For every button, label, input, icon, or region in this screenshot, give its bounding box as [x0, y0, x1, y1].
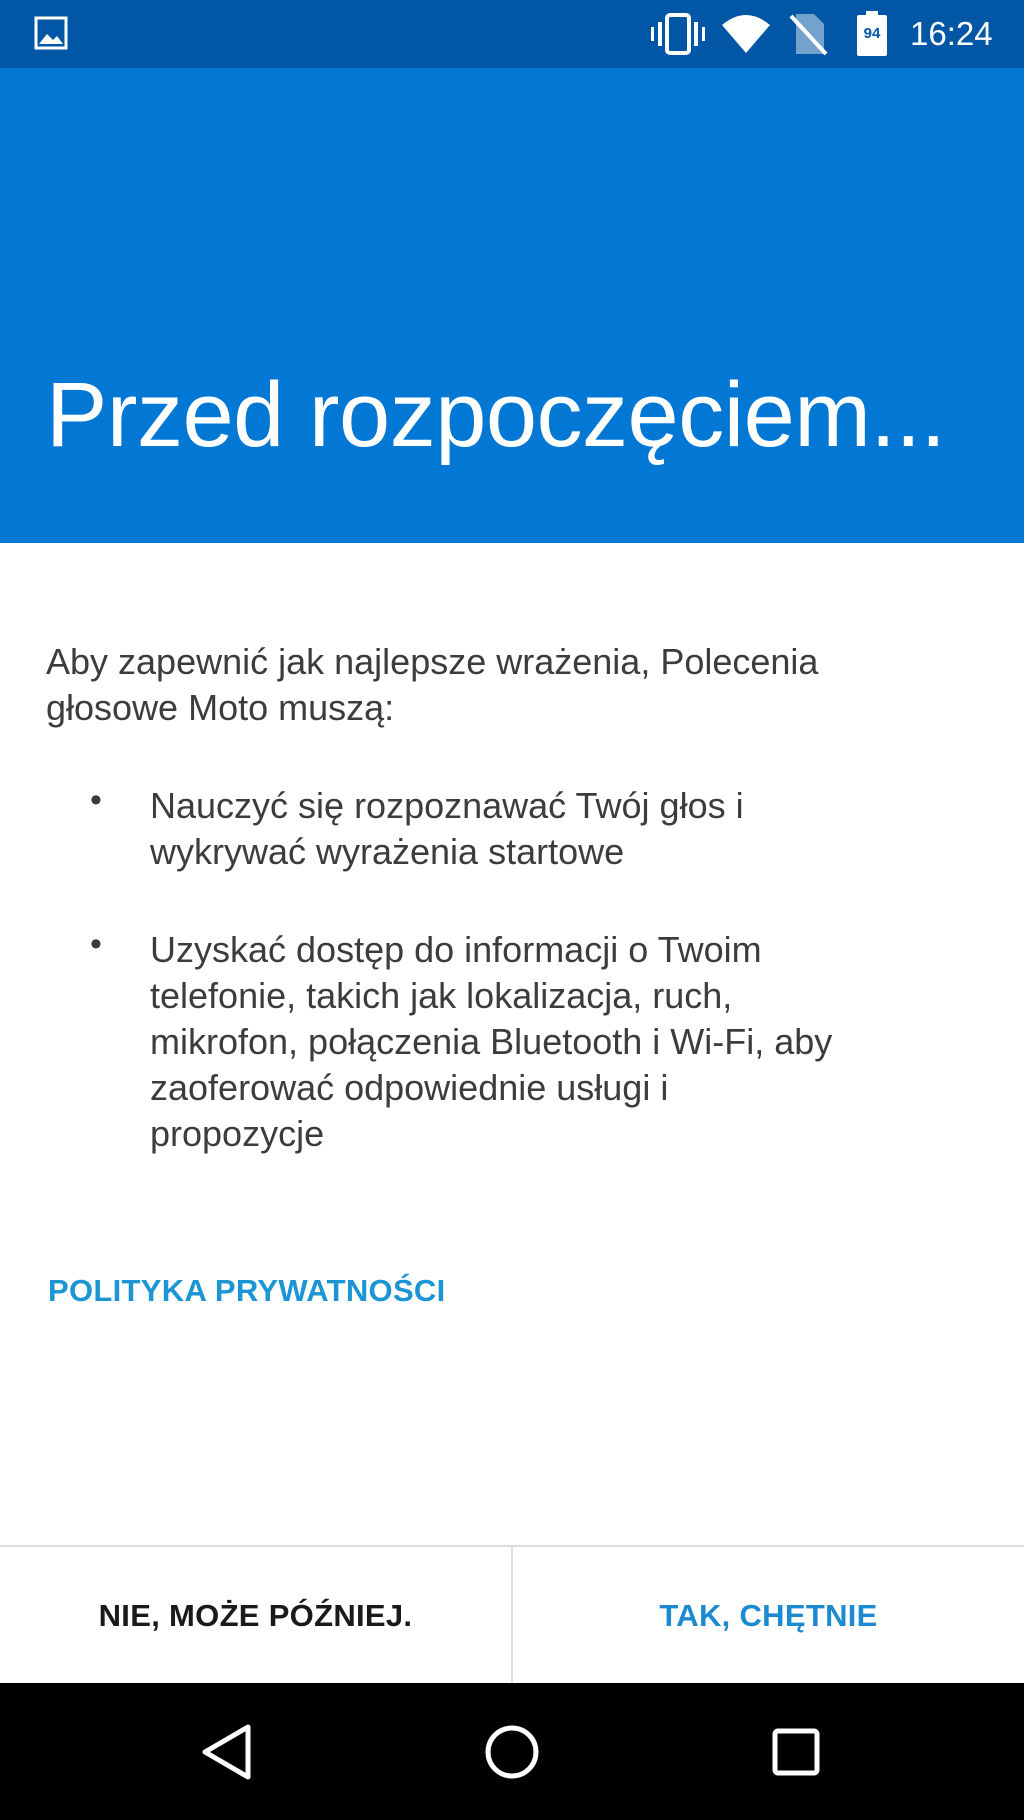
- button-bar: [0, 1545, 1024, 1685]
- intro-text: Aby zapewnić jak najlepsze wrażenia, Polecenia głosowe Moto muszą:: [46, 641, 819, 728]
- bullet-point: •: [90, 781, 102, 819]
- back-icon[interactable]: [193, 1717, 263, 1787]
- vibrate-icon: [650, 12, 706, 56]
- accept-button[interactable]: TAK, CHĘTNIE: [659, 1598, 878, 1633]
- home-icon[interactable]: [477, 1717, 547, 1787]
- no-sim-icon: [788, 12, 828, 56]
- decline-button[interactable]: NIE, MOŻE PÓŹNIEJ.: [0, 1547, 513, 1685]
- page-title: Przed rozpoczęciem...: [46, 364, 946, 466]
- privacy-policy-link[interactable]: POLITYKA PRYWATNOŚCI: [48, 1273, 446, 1308]
- gallery-icon: [34, 16, 68, 50]
- bullet-item: Nauczyć się rozpoznawać Twój głos i wykrywać wyrażenia startowe: [150, 785, 744, 872]
- bullet-item: Uzyskać dostęp do informacji o Twoim telefonie, takich jak lokalizacja, ruch, mikrofon, połączenia Bluetooth i Wi-Fi, aby zaoferować odpowiednie usługi i propozycje: [150, 929, 833, 1154]
- navigation-bar: [0, 1683, 1024, 1820]
- header: [0, 68, 1024, 543]
- bullet-point: •: [90, 925, 102, 963]
- wifi-icon: [720, 13, 772, 55]
- clock: 16:24: [910, 15, 993, 52]
- status-bar: [0, 0, 1024, 68]
- battery-level: 94: [863, 25, 881, 42]
- recents-icon[interactable]: [761, 1717, 831, 1787]
